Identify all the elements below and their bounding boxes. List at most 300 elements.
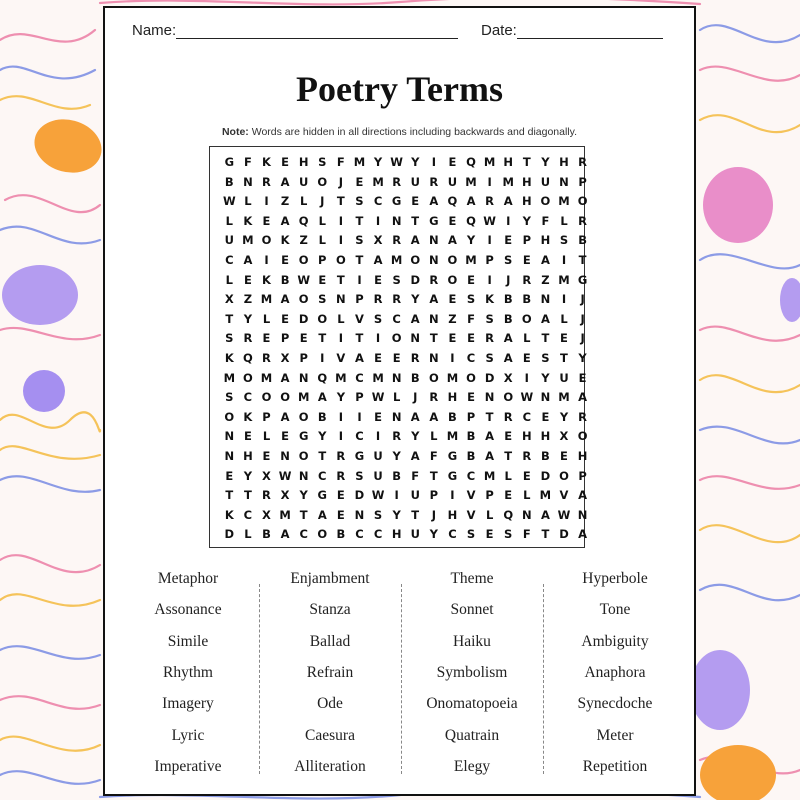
grid-letter[interactable]: Y — [541, 155, 550, 169]
grid-letter[interactable]: A — [280, 174, 290, 189]
grid-letter[interactable]: M — [446, 370, 459, 385]
grid-letter[interactable]: Y — [522, 213, 531, 228]
grid-letter[interactable]: M — [260, 370, 273, 385]
grid-letter[interactable]: A — [578, 390, 588, 405]
grid-letter[interactable]: M — [242, 233, 254, 248]
grid-letter[interactable]: T — [504, 449, 513, 463]
grid-letter[interactable]: L — [523, 331, 531, 346]
grid-letter[interactable]: O — [224, 409, 235, 424]
grid-letter[interactable]: L — [244, 527, 252, 542]
grid-letter[interactable]: C — [243, 390, 253, 405]
grid-letter[interactable]: P — [355, 292, 364, 307]
grid-letter[interactable]: J — [580, 331, 585, 346]
grid-letter[interactable]: C — [466, 468, 476, 483]
grid-letter[interactable]: L — [318, 213, 326, 228]
grid-letter[interactable]: E — [578, 370, 587, 385]
grid-letter[interactable]: S — [225, 331, 234, 346]
grid-letter[interactable]: B — [317, 409, 327, 424]
grid-letter[interactable]: Y — [559, 409, 569, 424]
grid-letter[interactable]: A — [540, 311, 550, 326]
grid-letter[interactable]: N — [429, 253, 439, 267]
grid-letter[interactable]: J — [580, 311, 585, 326]
grid-letter[interactable]: A — [280, 292, 290, 307]
grid-letter[interactable]: P — [578, 468, 587, 483]
grid-letter[interactable]: Q — [503, 507, 514, 522]
grid-letter[interactable]: E — [281, 311, 289, 326]
grid-letter[interactable]: E — [336, 507, 345, 522]
grid-letter[interactable]: T — [225, 311, 234, 326]
grid-letter[interactable]: S — [504, 253, 513, 267]
grid-letter[interactable]: G — [224, 155, 235, 169]
grid-letter[interactable]: V — [559, 488, 569, 503]
grid-letter[interactable]: S — [355, 468, 364, 483]
grid-letter[interactable]: F — [243, 155, 252, 169]
grid-letter[interactable]: B — [541, 449, 550, 463]
grid-letter[interactable]: E — [504, 233, 513, 248]
grid-letter[interactable]: P — [280, 331, 290, 346]
grid-letter[interactable]: I — [561, 292, 567, 307]
grid-letter[interactable]: X — [262, 468, 271, 483]
grid-letter[interactable]: X — [559, 429, 569, 444]
grid-letter[interactable]: N — [577, 507, 588, 522]
grid-letter[interactable]: Y — [392, 507, 401, 522]
grid-letter[interactable]: H — [521, 194, 532, 209]
grid-letter[interactable]: E — [448, 331, 457, 346]
grid-letter[interactable]: M — [558, 390, 570, 405]
grid-letter[interactable]: Y — [466, 233, 476, 248]
grid-letter[interactable]: T — [578, 253, 587, 267]
grid-letter[interactable]: O — [391, 331, 402, 346]
grid-letter[interactable]: M — [353, 155, 366, 169]
grid-letter[interactable]: M — [372, 174, 384, 189]
grid-letter[interactable]: A — [243, 253, 253, 267]
grid-letter[interactable]: E — [504, 429, 513, 444]
grid-letter[interactable]: X — [262, 507, 271, 522]
grid-letter[interactable]: Y — [578, 351, 587, 365]
grid-letter[interactable]: M — [297, 390, 310, 405]
grid-letter[interactable]: T — [243, 488, 252, 503]
grid-letter[interactable]: E — [448, 213, 457, 228]
grid-letter[interactable]: H — [577, 449, 588, 463]
grid-letter[interactable]: B — [262, 527, 271, 542]
grid-letter[interactable]: B — [466, 429, 476, 444]
grid-letter[interactable]: T — [429, 331, 438, 346]
grid-letter[interactable]: K — [243, 213, 253, 228]
grid-letter[interactable]: M — [465, 174, 477, 189]
grid-letter[interactable]: I — [375, 429, 381, 444]
grid-letter[interactable]: L — [560, 213, 568, 228]
grid-letter[interactable]: O — [521, 311, 532, 326]
grid-letter[interactable]: Y — [373, 155, 383, 169]
grid-letter[interactable]: I — [375, 331, 381, 346]
grid-letter[interactable]: T — [485, 409, 494, 424]
grid-letter[interactable]: R — [485, 194, 495, 209]
grid-letter[interactable]: U — [410, 174, 420, 189]
grid-letter[interactable]: A — [503, 331, 513, 346]
grid-letter[interactable]: I — [338, 331, 343, 346]
grid-letter[interactable]: Y — [243, 311, 253, 326]
grid-letter[interactable]: I — [506, 213, 511, 228]
grid-letter[interactable]: I — [450, 351, 455, 365]
grid-letter[interactable]: G — [429, 213, 439, 228]
grid-letter[interactable]: R — [392, 292, 402, 307]
date-field[interactable] — [481, 22, 663, 39]
grid-letter[interactable]: P — [522, 233, 532, 248]
grid-letter[interactable]: M — [372, 370, 384, 385]
grid-letter[interactable]: D — [484, 370, 495, 385]
grid-letter[interactable]: B — [336, 527, 346, 542]
grid-letter[interactable]: O — [466, 370, 476, 385]
grid-letter[interactable]: Y — [411, 429, 420, 444]
grid-letter[interactable]: S — [318, 292, 327, 307]
grid-letter[interactable]: L — [392, 390, 401, 405]
grid-letter[interactable]: Y — [336, 390, 346, 405]
grid-letter[interactable]: N — [429, 233, 439, 248]
grid-letter[interactable]: A — [429, 194, 439, 209]
grid-letter[interactable]: I — [338, 429, 343, 444]
grid-letter[interactable]: H — [391, 527, 402, 542]
grid-letter[interactable]: E — [392, 351, 401, 365]
grid-letter[interactable]: T — [411, 213, 420, 228]
grid-letter[interactable]: B — [503, 311, 513, 326]
grid-letter[interactable]: C — [466, 351, 476, 365]
grid-letter[interactable]: T — [541, 331, 550, 346]
grid-letter[interactable]: A — [485, 449, 495, 463]
grid-letter[interactable]: E — [522, 253, 531, 267]
grid-letter[interactable]: B — [503, 292, 513, 307]
grid-letter[interactable]: T — [336, 272, 345, 287]
grid-letter[interactable]: O — [577, 194, 588, 209]
grid-letter[interactable]: C — [299, 527, 308, 542]
grid-letter[interactable]: S — [355, 233, 364, 248]
grid-letter[interactable]: I — [524, 370, 529, 385]
grid-letter[interactable]: M — [446, 429, 459, 444]
grid-letter[interactable]: E — [411, 194, 420, 209]
grid-letter[interactable]: K — [280, 233, 290, 248]
grid-letter[interactable]: O — [447, 272, 458, 287]
grid-letter[interactable]: O — [298, 292, 309, 307]
grid-letter[interactable]: M — [483, 155, 496, 169]
grid-letter[interactable]: P — [485, 488, 494, 503]
grid-letter[interactable]: N — [280, 449, 290, 463]
grid-letter[interactable]: G — [391, 194, 402, 209]
grid-letter[interactable]: G — [317, 488, 327, 503]
grid-letter[interactable]: A — [503, 194, 513, 209]
grid-letter[interactable]: T — [336, 194, 345, 209]
grid-letter[interactable]: S — [559, 233, 569, 248]
grid-letter[interactable]: N — [429, 351, 439, 365]
grid-letter[interactable]: T — [299, 507, 308, 522]
grid-letter[interactable]: R — [578, 155, 587, 169]
grid-letter[interactable]: Y — [429, 527, 438, 542]
grid-letter[interactable]: W — [371, 488, 385, 503]
grid-letter[interactable]: O — [410, 253, 421, 267]
grid-letter[interactable]: I — [338, 409, 343, 424]
grid-letter[interactable]: T — [411, 507, 420, 522]
grid-letter[interactable]: Z — [541, 272, 550, 287]
grid-letter[interactable]: S — [355, 194, 364, 209]
grid-letter[interactable]: O — [298, 253, 309, 267]
grid-letter[interactable]: N — [243, 174, 253, 189]
grid-letter[interactable]: F — [522, 527, 531, 542]
grid-letter[interactable]: P — [318, 253, 327, 267]
grid-letter[interactable]: O — [280, 390, 290, 405]
grid-letter[interactable]: D — [354, 488, 365, 503]
grid-letter[interactable]: E — [522, 351, 531, 365]
grid-letter[interactable]: I — [264, 253, 269, 267]
grid-letter[interactable]: O — [447, 253, 458, 267]
grid-letter[interactable]: E — [560, 331, 568, 346]
grid-letter[interactable]: O — [243, 370, 253, 385]
grid-letter[interactable]: Y — [299, 488, 308, 503]
grid-letter[interactable]: R — [336, 449, 346, 463]
grid-letter[interactable]: L — [262, 429, 271, 444]
grid-letter[interactable]: F — [336, 155, 345, 169]
grid-letter[interactable]: V — [355, 311, 364, 326]
grid-letter[interactable]: S — [504, 527, 513, 542]
grid-letter[interactable]: A — [355, 351, 364, 365]
grid-letter[interactable]: A — [578, 488, 588, 503]
grid-letter[interactable]: P — [578, 174, 587, 189]
grid-letter[interactable]: A — [280, 527, 290, 542]
grid-letter[interactable]: L — [225, 213, 233, 228]
grid-letter[interactable]: E — [243, 429, 252, 444]
grid-letter[interactable]: R — [578, 409, 587, 424]
grid-letter[interactable]: L — [504, 468, 512, 483]
grid-letter[interactable]: K — [224, 351, 234, 365]
grid-letter[interactable]: I — [375, 213, 381, 228]
grid-letter[interactable]: S — [485, 311, 494, 326]
grid-letter[interactable]: L — [262, 311, 271, 326]
grid-letter[interactable]: W — [520, 390, 534, 405]
grid-letter[interactable]: B — [522, 292, 532, 307]
grid-letter[interactable]: A — [485, 429, 495, 444]
grid-letter[interactable]: X — [373, 233, 383, 248]
grid-letter[interactable]: J — [506, 272, 511, 287]
grid-letter[interactable]: B — [448, 409, 457, 424]
grid-letter[interactable]: T — [318, 331, 327, 346]
grid-letter[interactable]: P — [485, 253, 494, 267]
grid-letter[interactable]: A — [540, 507, 550, 522]
grid-letter[interactable]: M — [390, 253, 403, 267]
grid-letter[interactable]: F — [411, 468, 420, 483]
grid-letter[interactable]: D — [559, 527, 569, 542]
grid-letter[interactable]: H — [503, 155, 514, 169]
grid-letter[interactable]: R — [336, 468, 346, 483]
grid-letter[interactable]: J — [320, 194, 325, 209]
grid-letter[interactable]: C — [373, 527, 383, 542]
grid-letter[interactable]: N — [559, 174, 569, 189]
grid-letter[interactable]: N — [391, 409, 402, 424]
grid-letter[interactable]: A — [410, 233, 420, 248]
grid-letter[interactable]: Y — [318, 429, 327, 444]
grid-letter[interactable]: A — [410, 311, 420, 326]
grid-letter[interactable]: L — [523, 488, 531, 503]
grid-letter[interactable]: M — [260, 292, 273, 307]
grid-letter[interactable]: D — [298, 311, 309, 326]
grid-letter[interactable]: X — [224, 292, 234, 307]
grid-letter[interactable]: Z — [280, 194, 290, 209]
grid-letter[interactable]: I — [487, 174, 492, 189]
grid-letter[interactable]: C — [243, 507, 253, 522]
grid-letter[interactable]: H — [243, 449, 253, 463]
grid-letter[interactable]: E — [355, 174, 364, 189]
grid-letter[interactable]: A — [578, 527, 588, 542]
grid-letter[interactable]: U — [410, 488, 420, 503]
grid-letter[interactable]: E — [448, 155, 457, 169]
grid-letter[interactable]: Y — [411, 292, 420, 307]
grid-letter[interactable]: Z — [243, 292, 253, 307]
grid-letter[interactable]: V — [466, 507, 476, 522]
grid-letter[interactable]: N — [336, 292, 346, 307]
grid-letter[interactable]: E — [560, 449, 568, 463]
grid-letter[interactable]: T — [355, 331, 364, 346]
grid-letter[interactable]: O — [298, 409, 309, 424]
grid-letter[interactable]: A — [447, 233, 457, 248]
grid-letter[interactable]: S — [373, 507, 383, 522]
grid-letter[interactable]: M — [465, 253, 477, 267]
grid-letter[interactable]: Z — [448, 311, 457, 326]
grid-letter[interactable]: M — [539, 488, 552, 503]
grid-letter[interactable]: W — [390, 155, 403, 169]
grid-letter[interactable]: A — [410, 409, 420, 424]
grid-letter[interactable]: R — [522, 272, 532, 287]
grid-letter[interactable]: U — [540, 174, 551, 189]
grid-letter[interactable]: E — [299, 331, 308, 346]
grid-letter[interactable]: I — [561, 253, 567, 267]
grid-letter[interactable]: I — [338, 233, 343, 248]
grid-letter[interactable]: X — [280, 488, 290, 503]
grid-letter[interactable]: Q — [466, 213, 476, 228]
grid-letter[interactable]: O — [261, 390, 272, 405]
date-blank-line[interactable] — [517, 24, 663, 39]
grid-letter[interactable]: E — [225, 468, 234, 483]
grid-letter[interactable]: L — [300, 194, 308, 209]
grid-letter[interactable]: P — [466, 409, 476, 424]
grid-letter[interactable]: R — [429, 390, 439, 405]
grid-letter[interactable]: N — [484, 390, 495, 405]
grid-letter[interactable]: H — [447, 507, 458, 522]
grid-letter[interactable]: J — [413, 390, 418, 405]
grid-letter[interactable]: N — [224, 449, 235, 463]
grid-letter[interactable]: R — [410, 351, 420, 365]
grid-letter[interactable]: F — [541, 213, 550, 228]
grid-letter[interactable]: L — [560, 311, 568, 326]
grid-letter[interactable]: Y — [541, 370, 550, 385]
grid-letter[interactable]: C — [318, 468, 327, 483]
grid-letter[interactable]: Q — [243, 351, 253, 365]
grid-letter[interactable]: Q — [447, 194, 458, 209]
grid-letter[interactable]: R — [485, 331, 495, 346]
grid-letter[interactable]: C — [225, 253, 234, 267]
grid-letter[interactable]: N — [521, 507, 532, 522]
grid-letter[interactable]: X — [280, 351, 290, 365]
grid-letter[interactable]: T — [355, 253, 364, 267]
grid-letter[interactable]: W — [557, 507, 571, 522]
grid-letter[interactable]: C — [373, 194, 383, 209]
grid-letter[interactable]: Y — [392, 449, 401, 463]
grid-letter[interactable]: B — [280, 272, 290, 287]
grid-letter[interactable]: E — [485, 527, 494, 542]
grid-letter[interactable]: A — [410, 449, 420, 463]
grid-letter[interactable]: H — [298, 155, 309, 169]
grid-letter[interactable]: R — [429, 174, 439, 189]
grid-letter[interactable]: D — [540, 468, 551, 483]
grid-letter[interactable]: E — [504, 488, 513, 503]
grid-letter[interactable]: T — [541, 527, 550, 542]
grid-letter[interactable]: W — [371, 390, 385, 405]
grid-letter[interactable]: N — [391, 370, 402, 385]
grid-letter[interactable]: B — [466, 449, 476, 463]
grid-letter[interactable]: A — [280, 213, 290, 228]
grid-letter[interactable]: U — [559, 370, 569, 385]
grid-letter[interactable]: N — [429, 311, 439, 326]
grid-letter[interactable]: W — [222, 194, 236, 209]
grid-letter[interactable]: O — [335, 253, 346, 267]
grid-letter[interactable]: F — [467, 311, 475, 326]
name-field[interactable] — [132, 22, 458, 39]
grid-letter[interactable]: R — [243, 331, 253, 346]
grid-letter[interactable]: G — [447, 449, 458, 463]
grid-letter[interactable]: O — [317, 174, 328, 189]
grid-letter[interactable]: A — [280, 409, 290, 424]
grid-letter[interactable]: I — [357, 409, 362, 424]
grid-letter[interactable]: U — [410, 527, 420, 542]
grid-letter[interactable]: U — [224, 233, 234, 248]
grid-letter[interactable]: L — [337, 311, 345, 326]
grid-letter[interactable]: H — [521, 429, 532, 444]
grid-letter[interactable]: E — [448, 292, 457, 307]
grid-letter[interactable]: T — [522, 155, 531, 169]
grid-letter[interactable]: A — [466, 194, 476, 209]
grid-letter[interactable]: W — [483, 213, 496, 228]
grid-letter[interactable]: R — [392, 429, 402, 444]
grid-letter[interactable]: G — [577, 272, 588, 287]
grid-letter[interactable]: M — [335, 370, 347, 385]
grid-letter[interactable]: Q — [317, 370, 328, 385]
grid-letter[interactable]: C — [355, 527, 364, 542]
grid-letter[interactable]: J — [431, 507, 436, 522]
grid-letter[interactable]: H — [521, 174, 532, 189]
grid-letter[interactable]: A — [429, 292, 439, 307]
grid-letter[interactable]: L — [318, 233, 326, 248]
grid-letter[interactable]: B — [224, 174, 234, 189]
grid-letter[interactable]: O — [559, 468, 569, 483]
grid-letter[interactable]: K — [262, 272, 271, 287]
grid-letter[interactable]: E — [374, 351, 382, 365]
grid-letter[interactable]: H — [540, 429, 551, 444]
grid-letter[interactable]: L — [485, 507, 494, 522]
grid-letter[interactable]: M — [558, 272, 570, 287]
grid-letter[interactable]: E — [318, 272, 327, 287]
grid-letter[interactable]: H — [447, 390, 458, 405]
grid-letter[interactable]: A — [429, 409, 439, 424]
grid-letter[interactable]: A — [540, 253, 550, 267]
grid-letter[interactable]: S — [485, 351, 494, 365]
grid-letter[interactable]: N — [540, 292, 551, 307]
grid-letter[interactable]: R — [392, 233, 402, 248]
grid-letter[interactable]: I — [357, 272, 362, 287]
grid-letter[interactable]: G — [354, 449, 365, 463]
grid-letter[interactable]: L — [430, 429, 438, 444]
grid-letter[interactable]: C — [355, 429, 364, 444]
grid-letter[interactable]: E — [262, 213, 271, 228]
grid-letter[interactable]: R — [392, 174, 402, 189]
grid-letter[interactable]: H — [540, 233, 551, 248]
grid-letter[interactable]: V — [336, 351, 346, 365]
grid-letter[interactable]: I — [487, 272, 492, 287]
grid-letter[interactable]: D — [410, 272, 420, 287]
